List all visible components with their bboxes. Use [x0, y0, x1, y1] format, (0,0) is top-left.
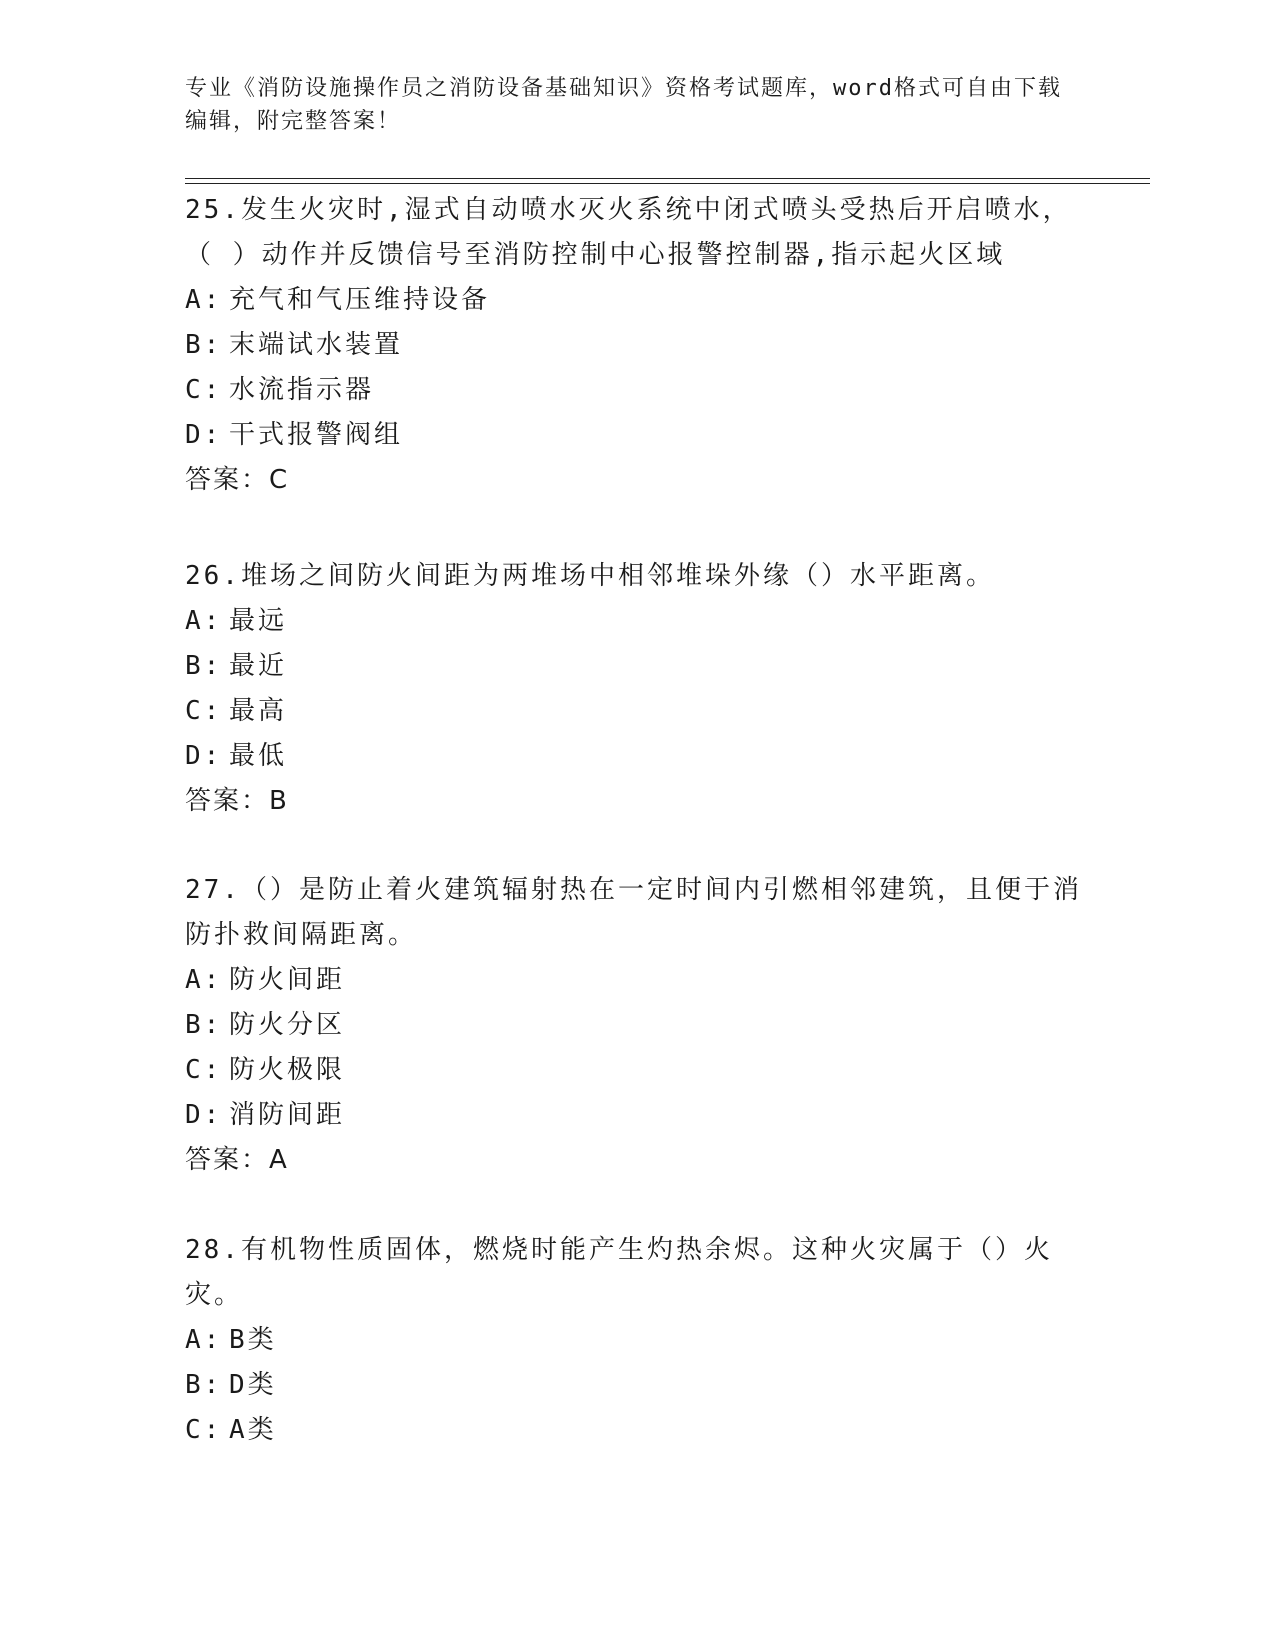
option-d [185, 734, 1085, 779]
answer-line: 答案：A [185, 1145, 289, 1175]
option-letter: A: [185, 285, 223, 315]
option-c [185, 1048, 1085, 1093]
option-text: 最远 [229, 606, 288, 636]
option-a [185, 599, 1085, 644]
option-a [185, 278, 1085, 323]
question-stem: 28.有机物性质固体，燃烧时能产生灼热余烬。这种火灾属于（）火灾。 [185, 1235, 1053, 1310]
option-text: 充气和气压维持设备 [229, 285, 491, 315]
option-text: A类 [229, 1415, 277, 1445]
document-header: 专业《消防设施操作员之消防设备基础知识》资格考试题库，word格式可自由下载编辑，附完整答案！ [185, 76, 1062, 134]
option-c [185, 368, 1085, 413]
option-text: 末端试水装置 [229, 330, 404, 360]
option-letter: D: [185, 741, 223, 771]
option-text: 水流指示器 [229, 375, 375, 405]
option-letter: C: [185, 696, 223, 726]
question-27 [185, 868, 1085, 1183]
option-a [185, 1318, 1085, 1363]
option-d [185, 413, 1085, 458]
header-rule-top [185, 178, 1150, 179]
option-b [185, 644, 1085, 689]
option-b [185, 323, 1085, 368]
option-text: 最近 [229, 651, 288, 681]
option-text: 干式报警阀组 [229, 420, 404, 450]
option-letter: D: [185, 1100, 223, 1130]
option-text: D类 [229, 1370, 277, 1400]
question-stem: 27.（）是防止着火建筑辐射热在一定时间内引燃相邻建筑，且便于消防扑救间隔距离。 [185, 875, 1082, 950]
option-text: 防火极限 [229, 1055, 346, 1085]
option-text: B类 [229, 1325, 277, 1355]
option-b [185, 1363, 1085, 1408]
option-letter: C: [185, 375, 223, 405]
option-c [185, 1408, 1085, 1453]
header-rule-bottom [185, 183, 1150, 184]
option-text: 防火间距 [229, 965, 346, 995]
question-28 [185, 1228, 1085, 1453]
answer-line: 答案：C [185, 465, 290, 495]
option-text: 最低 [229, 741, 288, 771]
option-b [185, 1003, 1085, 1048]
option-letter: A: [185, 1325, 223, 1355]
option-letter: D: [185, 420, 223, 450]
option-text: 防火分区 [229, 1010, 346, 1040]
option-letter: C: [185, 1055, 223, 1085]
question-stem: 25.发生火灾时,湿式自动喷水灭火系统中闭式喷头受热后开启喷水，（ ）动作并反馈信号至消防控制中心报警控制器,指示起火区域 [185, 195, 1072, 270]
option-letter: C: [185, 1415, 223, 1445]
question-26 [185, 554, 1085, 824]
option-text: 最高 [229, 696, 288, 726]
option-letter: A: [185, 606, 223, 636]
question-stem: 26.堆场之间防火间距为两堆场中相邻堆垛外缘（）水平距离。 [185, 561, 995, 591]
option-a [185, 958, 1085, 1003]
option-letter: B: [185, 1010, 223, 1040]
option-letter: B: [185, 330, 223, 360]
answer-line: 答案：B [185, 786, 289, 816]
option-text: 消防间距 [229, 1100, 346, 1130]
option-c [185, 689, 1085, 734]
question-25 [185, 188, 1085, 503]
option-letter: B: [185, 1370, 223, 1400]
option-d [185, 1093, 1085, 1138]
option-letter: B: [185, 651, 223, 681]
option-letter: A: [185, 965, 223, 995]
